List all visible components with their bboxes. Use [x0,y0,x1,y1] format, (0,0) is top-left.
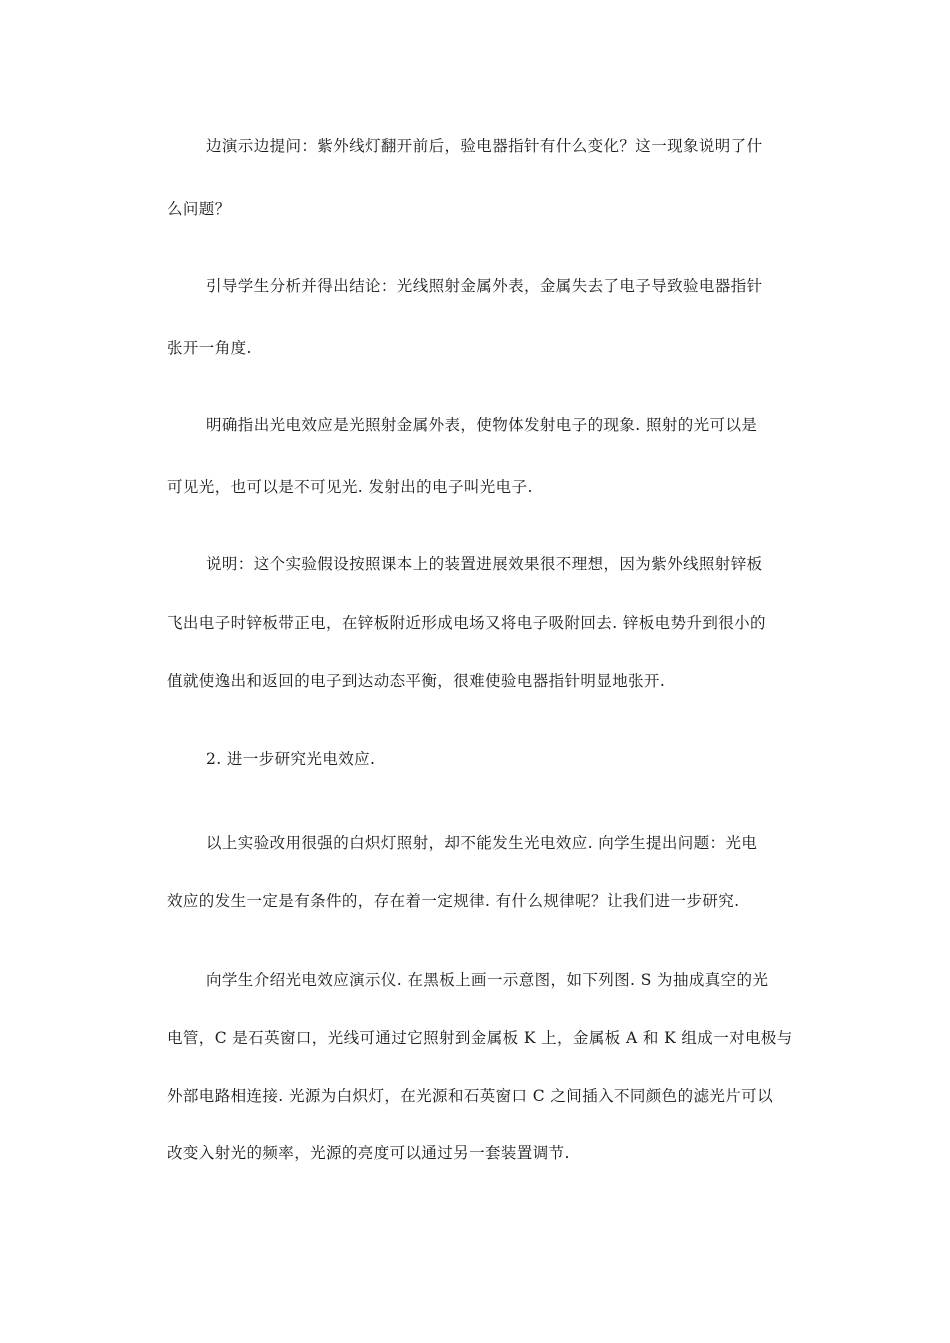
paragraph-7-line-1: 向学生介绍光电效应演示仪. 在黑板上画一示意图，如下列图. S 为抽成真空的光 [206,971,769,989]
paragraph-2-line-1: 引导学生分析并得出结论：光线照射金属外表，金属失去了电子导致验电器指针 [206,277,763,295]
paragraph-6-line-2: 效应的发生一定是有条件的，存在着一定规律. 有什么规律呢？让我们进一步研究. [167,892,740,910]
paragraph-3-line-2: 可见光，也可以是不可见光. 发射出的电子叫光电子. [167,478,533,496]
paragraph-7-line-2: 电管，C 是石英窗口，光线可通过它照射到金属板 K 上，金属板 A 和 K 组成一对电极与 [167,1029,793,1047]
paragraph-2-line-2: 张开一角度. [167,339,252,357]
paragraph-6-line-1: 以上实验改用很强的白炽灯照射，却不能发生光电效应. 向学生提出问题：光电 [206,834,758,852]
paragraph-4-line-1: 说明：这个实验假设按照课本上的装置进展效果很不理想，因为紫外线照射锌板 [206,555,763,573]
paragraph-4-line-2: 飞出电子时锌板带正电，在锌板附近形成电场又将电子吸附回去. 锌板电势升到很小的 [167,614,766,632]
section-heading: 2. 进一步研究光电效应. [206,750,376,768]
paragraph-3-line-1: 明确指出光电效应是光照射金属外表，使物体发射电子的现象. 照射的光可以是 [206,416,758,434]
paragraph-4-line-3: 值就使逸出和返回的电子到达动态平衡，很难使验电器指针明显地张开. [167,672,666,690]
paragraph-1-line-1: 边演示边提问：紫外线灯翻开前后，验电器指针有什么变化？这一现象说明了什 [206,137,763,155]
paragraph-7-line-4: 改变入射光的频率，光源的亮度可以通过另一套装置调节. [167,1144,570,1162]
paragraph-1-line-2: 么问题？ [167,200,231,218]
paragraph-7-line-3: 外部电路相连接. 光源为白炽灯，在光源和石英窗口 C 之间插入不同颜色的滤光片可以 [167,1087,773,1105]
